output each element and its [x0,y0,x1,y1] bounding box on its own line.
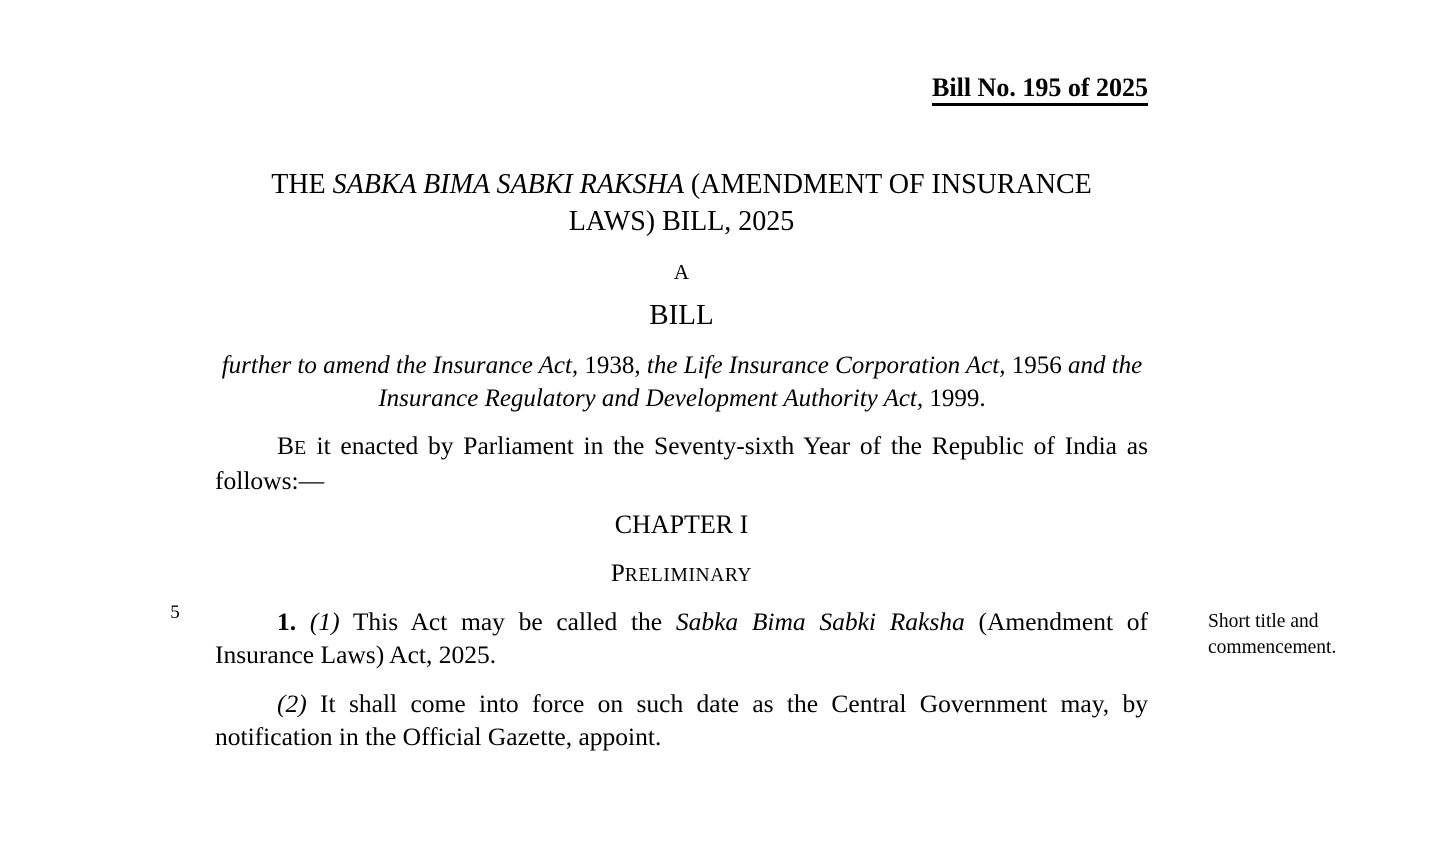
bill-title-post: (AMENDMENT OF INSURANCE LAWS) BILL, 2025 [568,169,1092,237]
line-number-gutter: 5 [170,602,180,623]
bill-title [215,166,1148,240]
enacting-lead-cap: B [277,431,295,460]
long-title-seg4: 1956 [1005,352,1068,379]
long-title-seg2: 1938, [578,352,647,379]
section-1-clause-1 [215,606,1148,671]
clause-1-act-name: Sabka Bima Sabki Raksha [675,607,965,636]
chapter-subheading-lead: P [610,560,625,587]
clause-1-text-before: This Act may be called the [339,607,676,636]
article-a-label: A [673,260,690,284]
chapter-heading: CHAPTER I [614,510,749,539]
bill-word-label: BILL [649,299,714,331]
clause-2-text: It shall come into force on such date as the Central Government may, by notification in the Official Gazette, appoint. [215,689,1148,751]
section-1-number: 1. [277,607,310,636]
long-title-seg3: the Life Insurance Corporation Act, [646,352,1006,379]
clause-1-text-after: (Amendment of Insurance Laws) Act, 2025. [215,607,1148,669]
enacting-clause [215,430,1148,497]
long-title-seg6: 1999. [923,385,986,412]
section-1-clause-2 [215,688,1148,753]
long-title-seg5: and the Insurance Regulatory and Development Authority Act, [378,352,1143,412]
clause-1-marker: (1) [309,607,340,636]
enacting-text: it enacted by Parliament in the Seventy-sixth Year of the Republic of India as follows:— [215,431,1148,495]
bill-title-pre: THE [271,169,333,200]
bill-title-act-name: SABKA BIMA SABKI RAKSHA [332,169,684,200]
chapter-subheading-rest: RELIMINARY [624,565,753,586]
enacting-lead-smallcap: E [294,437,307,459]
bill-number-row [215,74,1148,106]
bill-number: Bill No. 195 of 2025 [932,74,1148,106]
chapter-subheading [215,560,1148,588]
margin-note-short-title: Short title and commencement. [1208,611,1337,658]
long-title [212,349,1152,415]
long-title-seg1: further to amend the Insurance Act, [221,352,579,379]
clause-2-marker: (2) [277,689,307,718]
